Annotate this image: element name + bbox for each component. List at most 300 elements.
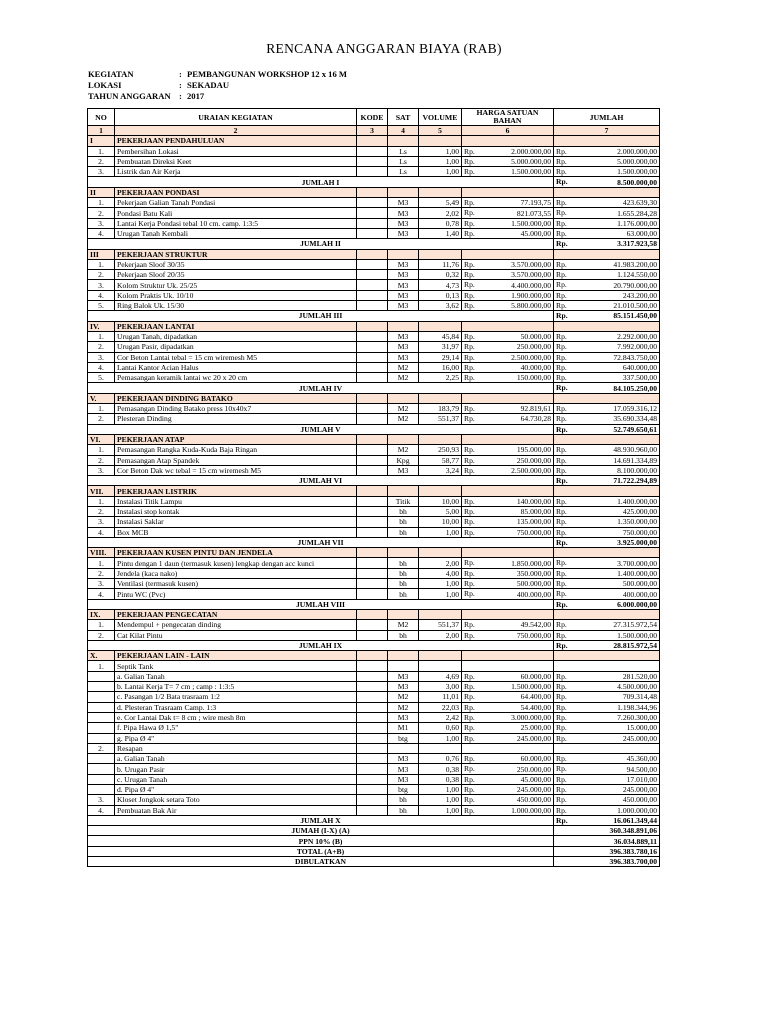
currency-label: Rp. <box>556 373 567 383</box>
empty-cell <box>419 486 462 496</box>
amount-value: 5.000.000,00 <box>511 157 551 167</box>
item-kode <box>357 506 388 516</box>
document-title: RENCANA ANGGARAN BIAYA (RAB) <box>266 41 502 56</box>
amount-value: 77.193,75 <box>520 198 551 208</box>
amount-value: 1.400.000,00 <box>617 496 657 506</box>
item-kode <box>357 342 388 352</box>
item-row <box>88 146 660 156</box>
grand-total-amount: 36.034.889,11 <box>554 836 660 846</box>
item-row <box>88 712 660 722</box>
amount-value: 45.360,00 <box>626 754 657 764</box>
item-unit: M2 <box>388 362 419 372</box>
section-row <box>88 249 660 259</box>
item-kode <box>357 362 388 372</box>
item-row <box>88 764 660 774</box>
item-total <box>554 805 660 815</box>
item-row <box>88 208 660 218</box>
subtotal-row <box>88 383 660 393</box>
amount-value: 281.520,00 <box>622 671 657 681</box>
amount-value: 28.815.972,54 <box>613 640 657 650</box>
column-number-row <box>88 126 660 136</box>
amount-value: 4.400.000,00 <box>511 280 551 290</box>
item-total <box>554 506 660 516</box>
item-unit-price <box>462 517 554 527</box>
currency-label: Rp. <box>464 712 475 722</box>
item-unit-price <box>462 630 554 640</box>
currency-label: Rp. <box>556 331 567 341</box>
table-header-row <box>88 109 660 126</box>
currency-label: Rp. <box>464 414 475 424</box>
amount-value: 450.000,00 <box>516 795 551 805</box>
currency-label: Rp. <box>556 640 568 650</box>
subtotal-label: JUMLAH IX <box>88 640 554 650</box>
subtotal-amount <box>554 599 660 609</box>
item-total <box>554 527 660 537</box>
empty-cell <box>388 651 419 661</box>
empty-cell <box>462 321 554 331</box>
item-total <box>554 743 660 753</box>
amount-value: 245.000,00 <box>622 733 657 743</box>
currency-label: Rp. <box>464 496 475 506</box>
amount-value: 52.749.650,61 <box>613 424 657 434</box>
section-title: PEKERJAAN LAIN - LAIN <box>115 651 357 661</box>
currency-label: Rp. <box>556 239 568 249</box>
empty-cell <box>357 187 388 197</box>
item-unit-price <box>462 352 554 362</box>
subtotal-row <box>88 599 660 609</box>
item-unit-price <box>462 270 554 280</box>
amount-value: 1.900.000,00 <box>511 290 551 300</box>
currency-label: Rp. <box>464 568 475 578</box>
currency-label: Rp. <box>464 167 475 177</box>
currency-label: Rp. <box>464 795 475 805</box>
item-volume: 0,76 <box>419 754 462 764</box>
item-volume: 5,00 <box>419 506 462 516</box>
amount-value: 1.500.000,00 <box>617 630 657 640</box>
item-unit: btg <box>388 733 419 743</box>
empty-cell <box>357 249 388 259</box>
item-total <box>554 228 660 238</box>
currency-label: Rp. <box>464 506 475 516</box>
item-total <box>554 270 660 280</box>
empty-cell <box>462 434 554 444</box>
amount-value: 1.500.000,00 <box>511 218 551 228</box>
item-total <box>554 795 660 805</box>
item-number: 1. <box>88 445 115 455</box>
empty-cell <box>419 609 462 619</box>
item-kode <box>357 589 388 599</box>
item-kode <box>357 723 388 733</box>
subtotal-amount <box>554 815 660 825</box>
item-kode <box>357 259 388 269</box>
meta-value: 2017 <box>187 91 205 101</box>
item-total <box>554 445 660 455</box>
item-volume: 5,49 <box>419 198 462 208</box>
item-total <box>554 774 660 784</box>
item-number <box>88 785 115 795</box>
item-unit: M3 <box>388 671 419 681</box>
item-unit: M3 <box>388 352 419 362</box>
item-volume: 3,62 <box>419 301 462 311</box>
grand-total-label: JUMAH (I-X) (A) <box>88 826 554 836</box>
item-number: 1. <box>88 198 115 208</box>
amount-value: 41.983.200,00 <box>613 260 657 269</box>
meta-key: LOKASI <box>88 80 122 90</box>
item-unit-price <box>462 342 554 352</box>
amount-value: 750.000,00 <box>516 527 551 537</box>
item-total <box>554 682 660 692</box>
item-total <box>554 558 660 568</box>
item-unit: M3 <box>388 331 419 341</box>
item-description: Septik Tank <box>115 661 357 671</box>
item-number: 1. <box>88 661 115 671</box>
item-unit: bh <box>388 630 419 640</box>
item-row <box>88 671 660 681</box>
amount-value: 250.000,00 <box>516 342 551 352</box>
item-volume: 183,79 <box>419 404 462 414</box>
section-number: X. <box>88 651 115 661</box>
item-number: 2. <box>88 630 115 640</box>
section-number: IX. <box>88 609 115 619</box>
subtotal-label: JUMLAH X <box>88 815 554 825</box>
section-title: PEKERJAAN PONDASI <box>115 187 357 197</box>
amount-value: 40.000,00 <box>520 362 551 372</box>
item-unit: M3 <box>388 764 419 774</box>
currency-label: Rp. <box>556 599 568 609</box>
amount-value: 3.570.000,00 <box>511 270 551 280</box>
item-description: e. Cor Lantai Dak t= 8 cm ; wire mesh 8m <box>115 712 357 722</box>
amount-value: 45.000,00 <box>520 774 551 784</box>
item-total <box>554 301 660 311</box>
item-unit: Ls <box>388 167 419 177</box>
column-number: 1 <box>88 126 115 136</box>
section-row <box>88 393 660 403</box>
amount-value: 3.317.923,58 <box>617 239 657 249</box>
item-number: 5. <box>88 301 115 311</box>
amount-value: 450.000,00 <box>622 795 657 805</box>
meta-colon: : <box>179 91 182 101</box>
currency-label: Rp. <box>464 301 475 311</box>
currency-label: Rp. <box>556 383 568 393</box>
item-row <box>88 404 660 414</box>
item-unit: bh <box>388 506 419 516</box>
item-unit-price <box>462 404 554 414</box>
item-unit-price <box>462 156 554 166</box>
currency-label: Rp. <box>556 805 567 815</box>
item-unit-price <box>462 218 554 228</box>
amount-value: 14.691.334,89 <box>613 455 657 465</box>
section-title: PEKERJAAN LISTRIK <box>115 486 357 496</box>
item-row <box>88 342 660 352</box>
item-number <box>88 702 115 712</box>
item-description: Pemasangan Dinding Batako press 10x40x7 <box>115 404 357 414</box>
currency-label: Rp. <box>464 764 475 774</box>
item-unit: M3 <box>388 228 419 238</box>
item-row <box>88 455 660 465</box>
currency-label: Rp. <box>556 404 567 414</box>
amount-value: 821.073,55 <box>516 208 551 218</box>
currency-label: Rp. <box>556 259 567 269</box>
empty-cell <box>554 486 660 496</box>
currency-label: Rp. <box>464 342 475 352</box>
empty-cell <box>357 434 388 444</box>
currency-label: Rp. <box>556 517 567 527</box>
currency-label: Rp. <box>464 682 475 692</box>
item-volume: 1,00 <box>419 146 462 156</box>
item-unit <box>388 743 419 753</box>
empty-cell <box>419 136 462 146</box>
item-volume <box>419 743 462 753</box>
amount-value: 1.655.284,28 <box>617 208 657 218</box>
empty-cell <box>419 548 462 558</box>
subtotal-label: JUMLAH III <box>88 311 554 321</box>
meta-colon: : <box>179 80 182 90</box>
item-row <box>88 259 660 269</box>
item-row <box>88 331 660 341</box>
header-harga-satuan: HARGA SATUAN BAHAN <box>462 109 554 126</box>
amount-value: 27.315.972,54 <box>613 620 657 630</box>
item-description: Pemasangan Rangka Kuda-Kuda Baja Ringan <box>115 445 357 455</box>
item-unit-price <box>462 671 554 681</box>
item-description: Urugan Pasir, dipadatkan <box>115 342 357 352</box>
item-kode <box>357 228 388 238</box>
item-unit-price <box>462 290 554 300</box>
subtotal-label: JUMLAH IV <box>88 383 554 393</box>
item-number: 3. <box>88 517 115 527</box>
item-number: 3. <box>88 795 115 805</box>
item-kode <box>357 146 388 156</box>
currency-label: Rp. <box>556 671 567 681</box>
amount-value: 250.000,00 <box>516 455 551 465</box>
item-total <box>554 568 660 578</box>
item-number: 4. <box>88 527 115 537</box>
amount-value: 35.690.334,48 <box>613 414 657 424</box>
item-total <box>554 331 660 341</box>
item-number: 1. <box>88 620 115 630</box>
section-row <box>88 321 660 331</box>
item-row <box>88 198 660 208</box>
item-kode <box>357 795 388 805</box>
subtotal-label: JUMLAH VII <box>88 537 554 547</box>
amount-value: 71.722.294,89 <box>613 476 657 486</box>
subtotal-amount <box>554 383 660 393</box>
item-total <box>554 630 660 640</box>
item-unit-price <box>462 754 554 764</box>
item-number <box>88 774 115 784</box>
item-total <box>554 764 660 774</box>
currency-label: Rp. <box>556 733 567 743</box>
subtotal-label: JUMLAH VI <box>88 476 554 486</box>
item-total <box>554 455 660 465</box>
item-kode <box>357 733 388 743</box>
item-unit: bh <box>388 795 419 805</box>
item-row <box>88 774 660 784</box>
item-row <box>88 301 660 311</box>
item-description: Pemasangan keramik lantai wc 20 x 20 cm <box>115 373 357 383</box>
empty-cell <box>388 393 419 403</box>
item-number: 1. <box>88 259 115 269</box>
item-kode <box>357 414 388 424</box>
section-row <box>88 486 660 496</box>
currency-label: Rp. <box>464 805 475 815</box>
item-description: Plesteran Dinding <box>115 414 357 424</box>
amount-value: 25.000,00 <box>520 723 551 733</box>
item-volume: 16,00 <box>419 362 462 372</box>
currency-label: Rp. <box>556 414 567 424</box>
currency-label: Rp. <box>556 682 567 692</box>
item-unit-price <box>462 661 554 671</box>
amount-value: 400.000,00 <box>516 589 551 599</box>
item-unit-price <box>462 743 554 753</box>
item-description: d. Pipa Ø 4" <box>115 785 357 795</box>
currency-label: Rp. <box>464 208 475 218</box>
item-unit-price <box>462 579 554 589</box>
item-row <box>88 373 660 383</box>
amount-value: 4.500.000,00 <box>617 682 657 692</box>
item-kode <box>357 373 388 383</box>
amount-value: 1.400.000,00 <box>617 568 657 578</box>
currency-label: Rp. <box>464 723 475 733</box>
item-row <box>88 568 660 578</box>
currency-label: Rp. <box>556 352 567 362</box>
currency-label: Rp. <box>556 455 567 465</box>
item-description: b. Lantai Kerja T= 7 cm ; camp : 1:3:5 <box>115 682 357 692</box>
empty-cell <box>388 434 419 444</box>
item-total <box>554 352 660 362</box>
item-unit-price <box>462 455 554 465</box>
item-kode <box>357 558 388 568</box>
item-unit: M3 <box>388 712 419 722</box>
empty-cell <box>388 486 419 496</box>
currency-label: Rp. <box>464 445 475 455</box>
amount-value: 92.819,61 <box>520 404 551 414</box>
item-kode <box>357 671 388 681</box>
item-row <box>88 496 660 506</box>
item-description: c. Urugan Tanah <box>115 774 357 784</box>
empty-cell <box>462 187 554 197</box>
item-row <box>88 620 660 630</box>
item-description: Urugan Tanah Kembali <box>115 228 357 238</box>
item-kode <box>357 764 388 774</box>
item-volume: 551,37 <box>419 620 462 630</box>
amount-value: 15.000,00 <box>626 723 657 733</box>
item-number: 3. <box>88 579 115 589</box>
meta-key: TAHUN ANGGARAN <box>88 91 171 101</box>
currency-label: Rp. <box>556 167 567 177</box>
grand-total-amount: 396.383.700,00 <box>554 857 660 867</box>
item-description: Instalasi Saklar <box>115 517 357 527</box>
item-volume: 4,00 <box>419 568 462 578</box>
empty-cell <box>462 393 554 403</box>
item-number: 4. <box>88 805 115 815</box>
amount-value: 1.124.550,00 <box>617 270 657 280</box>
table-body <box>88 136 660 867</box>
currency-label: Rp. <box>556 692 567 702</box>
subtotal-row <box>88 476 660 486</box>
item-volume <box>419 661 462 671</box>
header-no: NO <box>88 109 115 126</box>
item-kode <box>357 743 388 753</box>
amount-value: 17.010,00 <box>626 774 657 784</box>
item-description: Pintu dengan 1 daun (termasuk kusen) lengkap dengan acc kunci <box>115 558 357 568</box>
item-row <box>88 156 660 166</box>
item-unit: M2 <box>388 414 419 424</box>
item-unit-price <box>462 620 554 630</box>
item-row <box>88 692 660 702</box>
amount-value: 64.400,00 <box>520 692 551 702</box>
item-description: Cor Beton Dak wc tebal = 15 cm wiremesh M5 <box>115 465 357 475</box>
item-unit: Ls <box>388 156 419 166</box>
item-row <box>88 682 660 692</box>
currency-label: Rp. <box>464 218 475 228</box>
item-row <box>88 362 660 372</box>
item-number: 3. <box>88 218 115 228</box>
empty-cell <box>388 609 419 619</box>
currency-label: Rp. <box>556 558 567 568</box>
amount-value: 1.176.000,00 <box>617 218 657 228</box>
amount-value: 1.000.000,00 <box>511 805 551 815</box>
item-number: 5. <box>88 373 115 383</box>
amount-value: 245.000,00 <box>516 733 551 743</box>
item-total <box>554 198 660 208</box>
item-kode <box>357 661 388 671</box>
item-volume: 1,00 <box>419 167 462 177</box>
item-kode <box>357 805 388 815</box>
item-volume: 1,00 <box>419 795 462 805</box>
item-number <box>88 733 115 743</box>
section-number: II <box>88 187 115 197</box>
item-kode <box>357 712 388 722</box>
currency-label: Rp. <box>556 311 568 321</box>
empty-cell <box>388 548 419 558</box>
item-unit: M2 <box>388 373 419 383</box>
currency-label: Rp. <box>556 712 567 722</box>
subtotal-amount <box>554 640 660 650</box>
item-total <box>554 754 660 764</box>
item-volume: 1,00 <box>419 733 462 743</box>
amount-value: 1.198.344,96 <box>617 702 657 712</box>
empty-cell <box>554 187 660 197</box>
empty-cell <box>357 609 388 619</box>
item-volume: 250,93 <box>419 445 462 455</box>
item-unit: bh <box>388 805 419 815</box>
item-number <box>88 671 115 681</box>
empty-cell <box>554 609 660 619</box>
item-total <box>554 733 660 743</box>
currency-label: Rp. <box>464 733 475 743</box>
item-number: 2. <box>88 342 115 352</box>
amount-value: 94.500,00 <box>626 764 657 774</box>
amount-value: 6.000.000,00 <box>617 599 657 609</box>
item-total <box>554 785 660 795</box>
item-number: 2. <box>88 156 115 166</box>
item-volume: 2,42 <box>419 712 462 722</box>
meta-value: SEKADAU <box>187 80 230 90</box>
item-unit-price <box>462 805 554 815</box>
amount-value: 245.000,00 <box>516 785 551 795</box>
item-unit-price <box>462 558 554 568</box>
empty-cell <box>462 651 554 661</box>
item-unit-price <box>462 712 554 722</box>
item-volume: 0,38 <box>419 774 462 784</box>
item-unit-price <box>462 506 554 516</box>
item-volume: 1,00 <box>419 805 462 815</box>
empty-cell <box>357 321 388 331</box>
item-row <box>88 702 660 712</box>
item-unit-price <box>462 764 554 774</box>
empty-cell <box>357 486 388 496</box>
subtotal-label: JUMLAH VIII <box>88 599 554 609</box>
